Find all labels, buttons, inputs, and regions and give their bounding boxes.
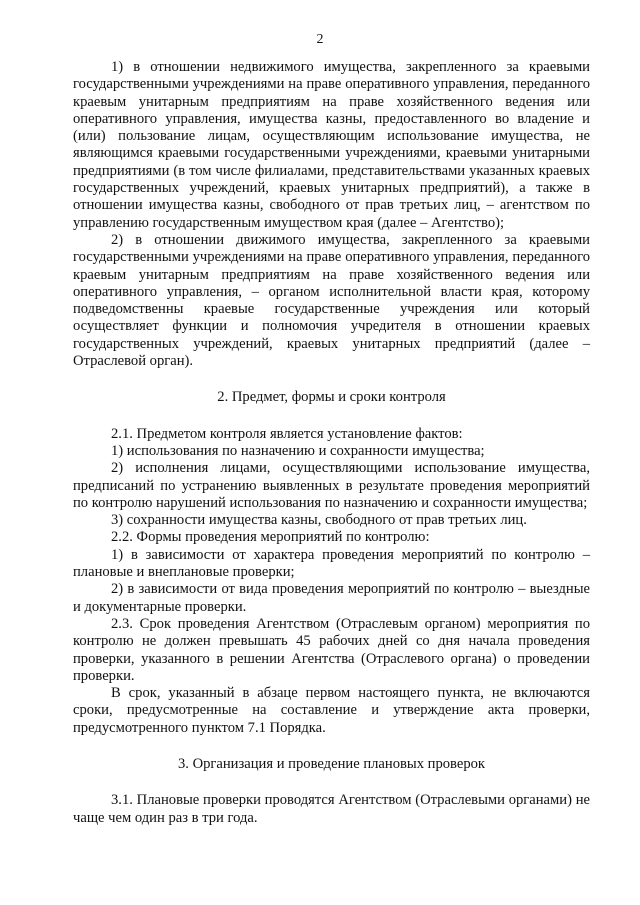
paragraph-3-1: 3.1. Плановые проверки проводятся Агентством (Отраслевыми органами) не чаще чем один раз в три года.: [73, 792, 590, 826]
paragraph-movable-property: 2) в отношении движимого имущества, закрепленного за краевыми государственными учреждениями на праве оперативного управления, переданного краевым унитарным предприятиям на праве хозяйственного ведения или оперативного управления, – органом исполнительной власти края, которому подведомственны краевые государственные учреждения или который осуществляет функции и полномочия учредителя в отношении краевых государственных учреждений, краевых унитарных предприятий (далее – Отраслевой орган).: [73, 231, 590, 370]
paragraph-2-1-item-1: 1) использования по назначению и сохранности имущества;: [111, 442, 485, 459]
paragraph-2-1-item-2: 2) исполнения лицами, осуществляющими использование имущества, предписаний по устранению выявленных в результате проведения мероприятий по контролю нарушений использования по назначению и сохранности имущества;: [73, 460, 590, 511]
paragraph-2-1: 2.1. Предметом контроля является установление фактов:: [111, 425, 463, 442]
section-heading-2: 2. Предмет, формы и сроки контроля: [217, 389, 446, 406]
spacer: [73, 773, 590, 792]
paragraph-2-2-item-2: 2) в зависимости от вида проведения мероприятий по контролю – выездные и документарные проверки.: [73, 581, 590, 615]
section-heading-3: 3. Организация и проведение плановых проверок: [177, 755, 486, 772]
paragraph-2-1-item-3: 3) сохранности имущества казны, свободного от прав третьих лиц.: [111, 512, 527, 529]
spacer: [73, 737, 590, 756]
document-body: [73, 59, 590, 827]
spacer: [73, 370, 590, 389]
paragraph-2-2: 2.2. Формы проведения мероприятий по контролю:: [111, 529, 430, 546]
page-number: 2: [316, 32, 324, 47]
paragraph-2-3: 2.3. Срок проведения Агентством (Отраслевым органом) мероприятия по контролю не должен превышать 45 рабочих дней со дня начала проведения проверки, указанного в решении Агентства (Отраслевого органа) о проведении проверки.: [73, 615, 590, 684]
spacer: [73, 407, 590, 426]
paragraph-immovable-property: 1) в отношении недвижимого имущества, закрепленного за краевыми государственными учреждениями на праве оперативного управления, переданного краевым унитарным предприятиям на праве хозяйственного ведения или оперативного управления, имущества казны, предоставленного во владение и (или) пользование лицам, осуществляющим использование имущества, не являющимся краевыми государственными учреждениями, краевыми унитарными предприятиями (в том числе филиалами, представительствами указанных краевых государственных учреждений, краевых унитарных предприятий), а также в отношении имущества казны, свободного от прав третьих лиц, – агентством по управлению государственным имуществом края (далее – Агентство);: [73, 59, 590, 231]
paragraph-2-2-item-1: 1) в зависимости от характера проведения мероприятий по контролю – плановые и внеплановые проверки;: [73, 546, 590, 581]
paragraph-2-3-note: В срок, указанный в абзаце первом настоящего пункта, не включаются сроки, предусмотренные на составление и утверждение акта проверки, предусмотренного пунктом 7.1 Порядка.: [73, 685, 590, 736]
